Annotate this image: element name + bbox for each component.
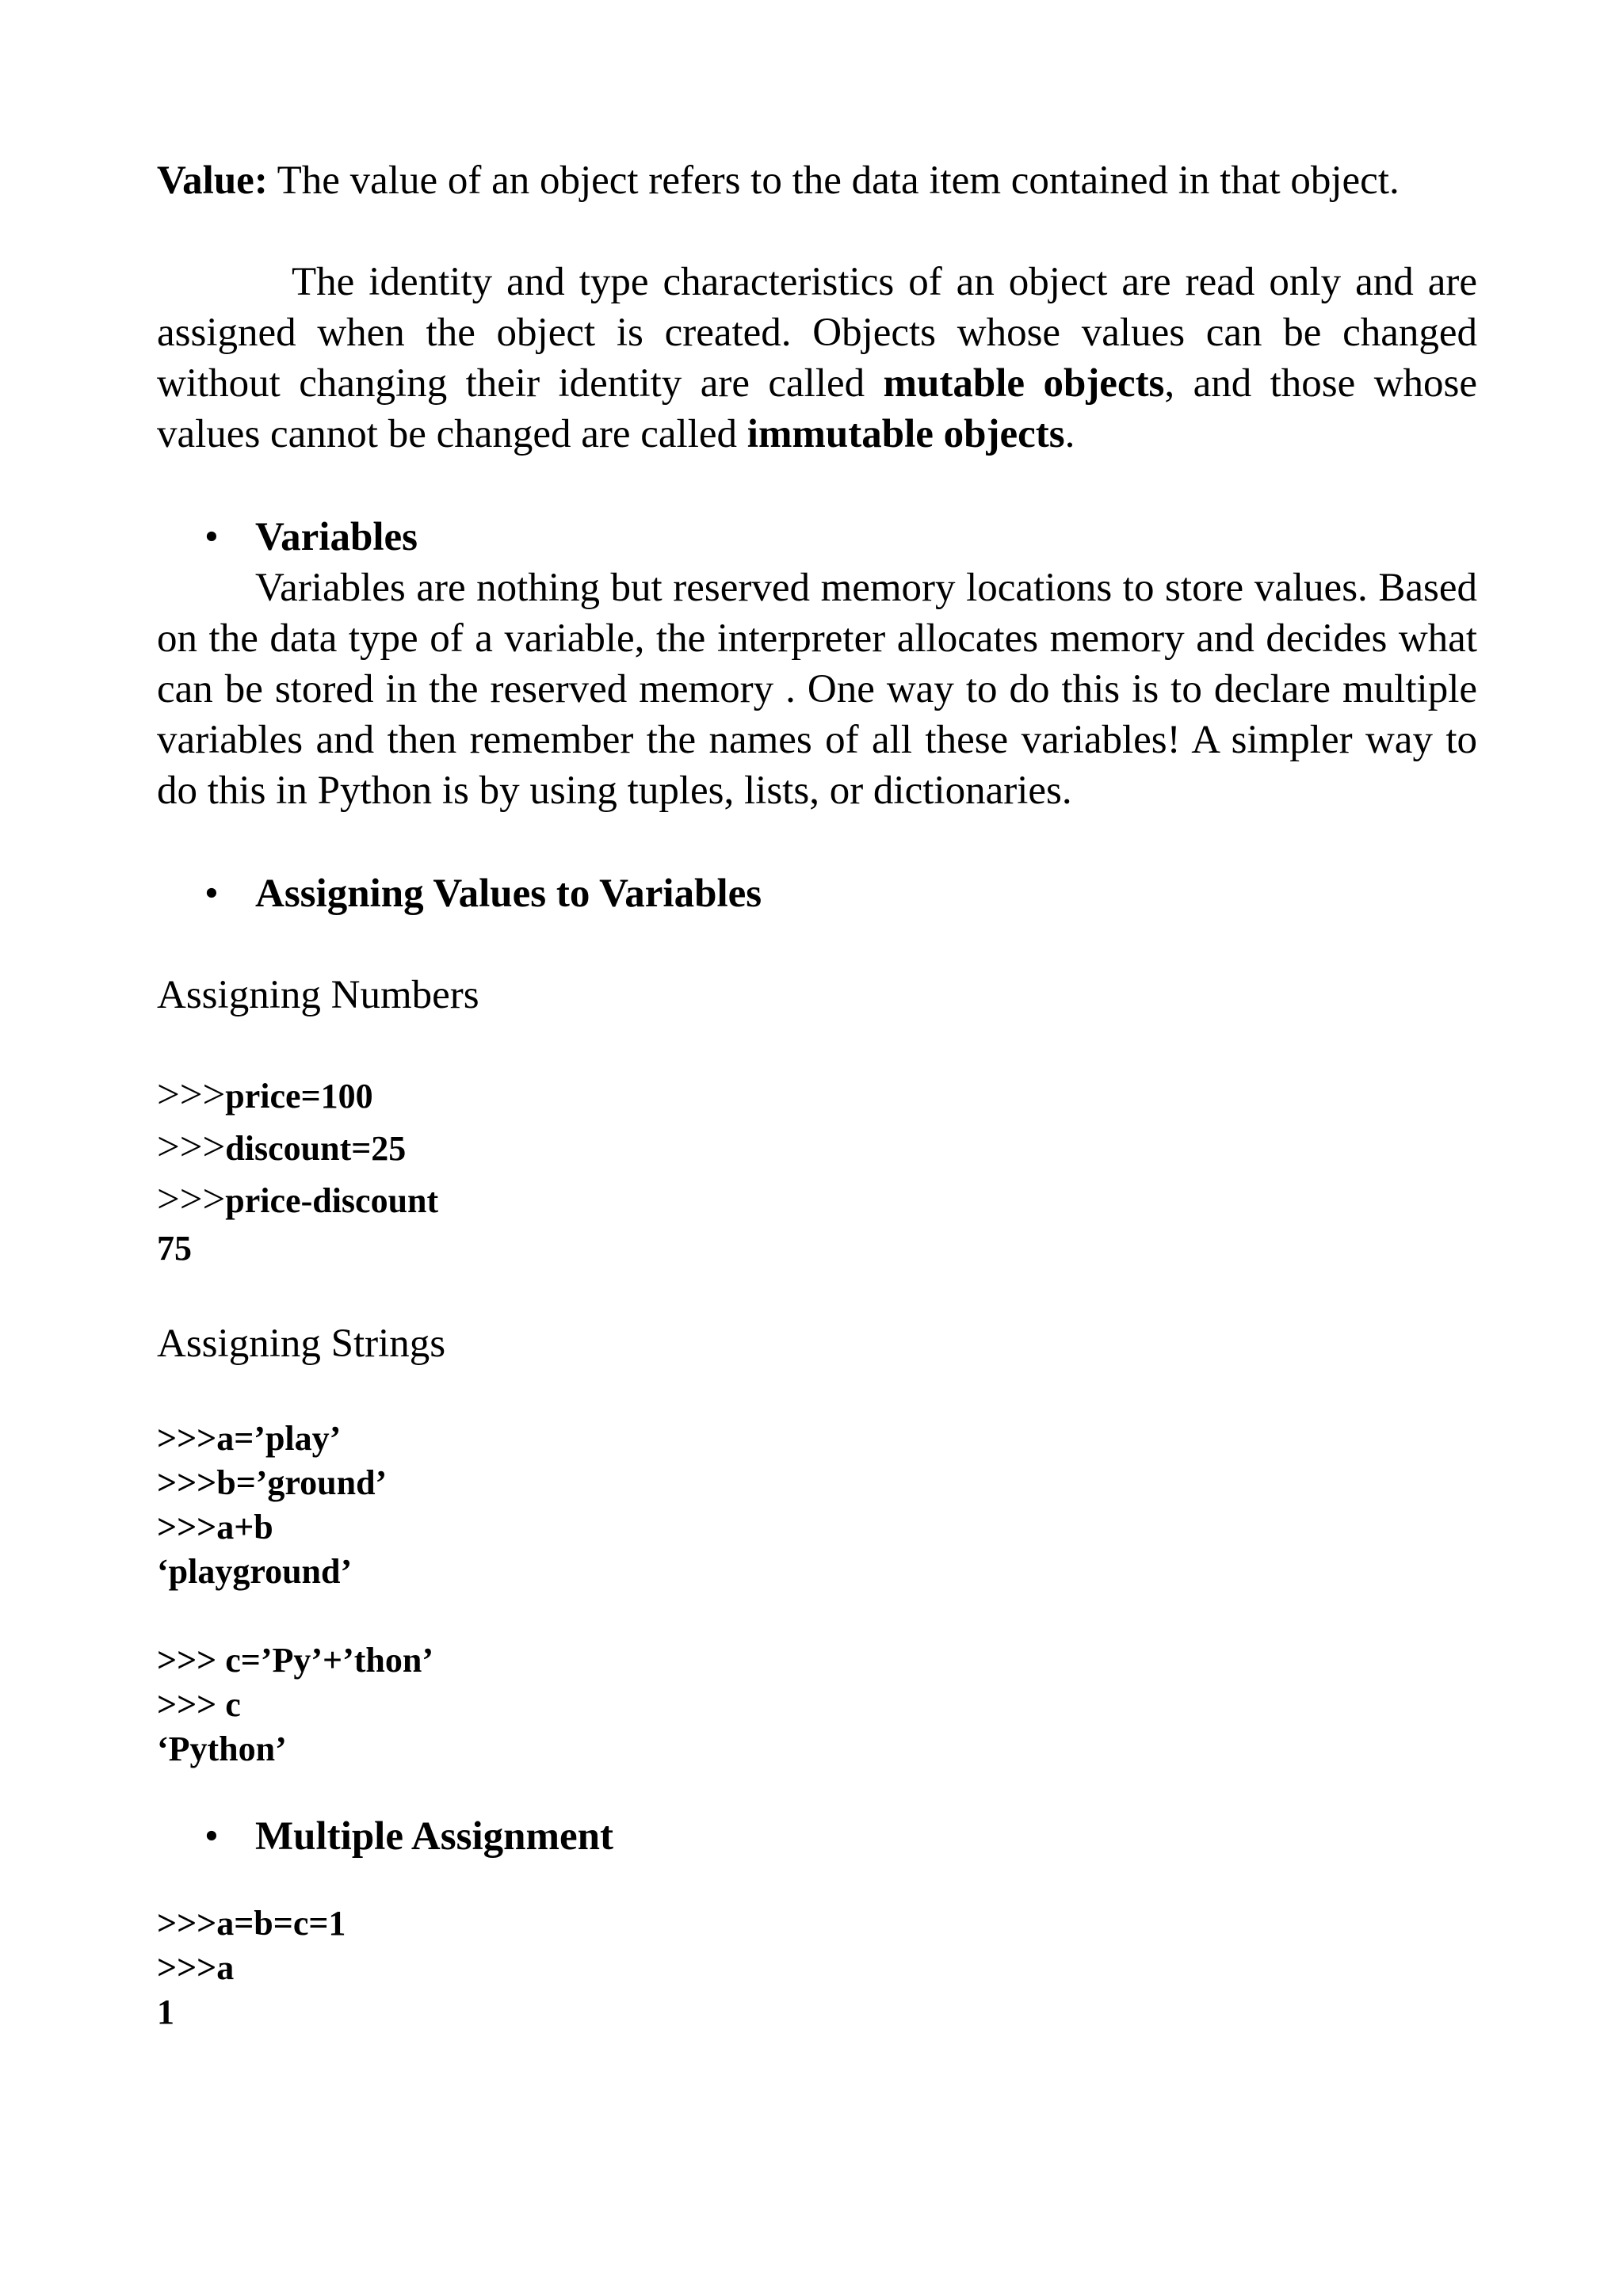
multiple-assignment-heading: [157, 1811, 1477, 1862]
strings-code-block: [157, 1417, 1477, 1594]
code-line: >>>a=b=c=1: [157, 1904, 346, 1943]
prompt: >>>: [157, 1508, 217, 1547]
variables-heading: [157, 512, 1477, 563]
code-line: [157, 1417, 1477, 1461]
variables-text: Variables are nothing but reserved memory locations to store values. Based on the data type of a variable, the interpreter allocates memory and decides what can be stored in the reserved memory . One way to do this is to declare multiple variables and then remember the names of all these variables! A simpler way to do this in Python is by using tuples, lists, or dictionaries.: [157, 566, 1477, 813]
code-line: [157, 1461, 1477, 1505]
variables-paragraph: [157, 563, 1477, 816]
multiple-assignment-heading-text: Multiple Assignment: [255, 1814, 613, 1859]
assigning-heading: [157, 868, 1477, 919]
code-line: >>> c: [157, 1685, 241, 1724]
assigning-heading-text: Assigning Values to Variables: [255, 871, 762, 916]
code-output: 75: [157, 1229, 192, 1268]
assigning-strings-heading: Assigning Strings: [157, 1322, 446, 1366]
identity-text-1: The identity and type characteristics of an object are read only and are assigned when the object is created. Objects whose values can be changed without changing their identity are called: [157, 260, 1477, 406]
code-line: [157, 1174, 1477, 1226]
variables-heading-text: Variables: [255, 515, 418, 559]
numbers-code-block: [157, 1070, 1477, 1271]
code-line: >>>a: [157, 1948, 235, 1987]
code-text: a=’play’: [216, 1419, 342, 1458]
identity-text-2: , and those whose values cannot be changed are called: [157, 361, 1478, 456]
mutable-objects-term: mutable objects: [883, 361, 1165, 406]
identity-text-3: .: [1064, 412, 1075, 456]
code-output: ‘Python’: [157, 1730, 287, 1768]
code-line: [157, 1070, 1477, 1122]
code-line: >>> c=’Py’+’thon’: [157, 1641, 433, 1680]
code-text: price-discount: [225, 1181, 439, 1220]
code-text: b=’ground’: [216, 1463, 388, 1502]
immutable-objects-term: immutable objects: [747, 412, 1065, 456]
bullet-icon: •: [204, 871, 219, 916]
multiple-code-block: [157, 1901, 1477, 2035]
prompt: >>>: [157, 1463, 217, 1502]
prompt: >>>: [157, 1125, 226, 1169]
assigning-numbers-heading: Assigning Numbers: [157, 973, 479, 1017]
value-label: Value:: [157, 158, 268, 203]
code-output: ‘playground’: [157, 1552, 353, 1591]
bullet-icon: •: [204, 1814, 219, 1859]
bullet-icon: •: [204, 515, 219, 559]
python-code-block: [157, 1638, 1477, 1772]
document-page: [157, 155, 1477, 2035]
code-line: [157, 1505, 1477, 1550]
value-text: The value of an object refers to the data item contained in that object.: [267, 158, 1400, 203]
code-text: discount=25: [225, 1129, 407, 1168]
prompt: >>>: [157, 1177, 226, 1222]
prompt: >>>: [157, 1073, 226, 1117]
code-text: price=100: [225, 1077, 373, 1116]
code-line: [157, 1122, 1477, 1174]
code-text: a+b: [216, 1508, 273, 1547]
code-output: 1: [157, 1993, 174, 2031]
value-paragraph: [157, 155, 1477, 206]
identity-paragraph: [157, 257, 1477, 460]
prompt: >>>: [157, 1419, 217, 1458]
